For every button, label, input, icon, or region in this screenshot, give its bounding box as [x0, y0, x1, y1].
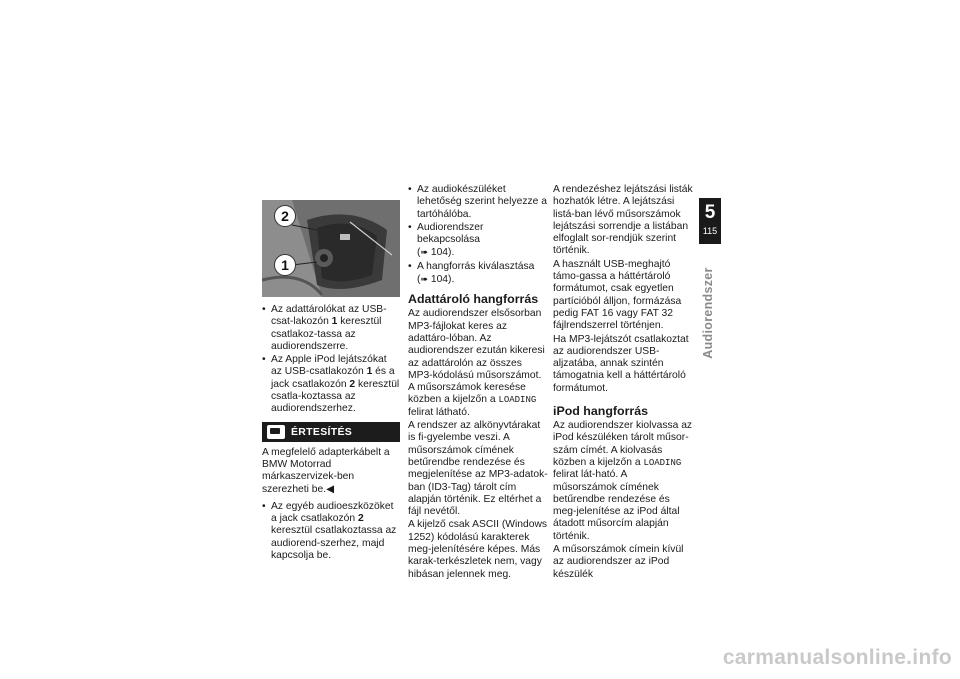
paragraph-text: Az audiorendszer kiolvassa az iPod készüléken tárolt műsor-szám címét. A kiolvasás közben a kijelzőn a: [553, 420, 693, 468]
notice-banner: [262, 422, 400, 442]
watermark: carmanualsonline.info: [722, 646, 952, 669]
callout-2: 2: [274, 205, 296, 227]
reference-number: 2: [358, 513, 364, 525]
list-text: Az adattárolókat az USB-csat-lakozón: [271, 304, 387, 328]
connector-photo: [262, 200, 400, 297]
display-text: LOADING: [498, 395, 537, 406]
paragraph: Ha MP3-lejátszót csatlakoztat az audiorendszer USB-aljzatába, annak szintén támogatnia kell a háttértároló formátumot.: [553, 333, 689, 394]
paragraph: A műsorszámok címein kívül az audiorendszer az iPod készülék: [553, 544, 684, 580]
notice-icon: [267, 425, 285, 439]
list-item: • Audiorendszer bekapcsolása (➠ 104).: [408, 222, 548, 260]
page-ref-arrow-icon: ➠: [420, 274, 428, 285]
section-heading: iPod hangforrás: [553, 404, 649, 419]
notice-title: ÉRTESÍTÉS: [291, 425, 353, 438]
paragraph: A rendezéshez lejátszási listák hozhatók létre. A lejátszási listá-ban lévő műsorszámok lejátszási sorrendje a listában elfoglalt sor-rendjük szerint történik.: [553, 184, 693, 257]
column-2: [408, 184, 548, 582]
chapter-tab: [699, 198, 721, 244]
reference-number: 1: [366, 366, 373, 378]
column-3: [553, 184, 693, 582]
callout-1: 1: [274, 254, 296, 276]
page-ref: 104).: [427, 274, 455, 286]
list-item: [408, 184, 548, 221]
paragraph-text: felirat lát-ható. A műsorszámok címének betűrendbe rendezése és meg-jelenítése az iPod által átadott műsorcím alapján történik.: [553, 469, 680, 542]
chapter-title: Audiorendszer: [701, 267, 715, 359]
paragraph-text: Az audiorendszer elsősorban MP3-fájlokat keres az adattáro-lóban. Az audiorendszer ezután kikeresi az adattárolón az összes MP3-kódolású műsorszámot. A műsorszámok keresése közben a kijelzőn a: [408, 308, 545, 406]
page-ref-arrow-icon: ➠: [420, 247, 428, 258]
list-text: keresztül csatlakoztassa az audiorend-szerhez, majd kapcsolja be.: [271, 525, 397, 562]
reference-number: 2: [349, 378, 356, 390]
notice-text: A megfelelő adapterkábelt a BMW Motorrad márkaszervizek-ben szerezheti be.◀: [262, 446, 390, 495]
section-heading: Adattároló hangforrás: [408, 292, 539, 307]
paragraph-text: felirat látható.: [408, 406, 470, 418]
list-text: A hangforrás kiválasztása: [417, 260, 535, 272]
paragraph: A kijelző csak ASCII (Windows 1252) kódolású karakterek meg-jelenítésére képes. Más karak-terkészletek nem, vagy hibásan jelennek meg.: [408, 519, 548, 580]
list-text: Az Apple iPod lejátszókat az USB-csatlakozón: [271, 354, 387, 378]
page-ref: 104).: [427, 247, 455, 259]
paragraph: A használt USB-meghajtó támo-gassa a háttértároló formátumot, csak egyetlen partícióból álljon, formázása pedig FAT 16 vagy FAT 32 fájlrendszerrel történjen.: [553, 258, 682, 332]
list-text: és a jack csatlakozón: [271, 366, 395, 390]
list-text: keresztül csatla-koztassa az audiorendszerhez.: [271, 378, 400, 415]
list-text: Audiorendszer bekapcsolása: [417, 221, 484, 246]
display-text: LOADING: [643, 457, 682, 468]
column-1: [262, 200, 400, 563]
bullet-list-steps: [408, 184, 548, 286]
paragraph: [553, 420, 693, 543]
list-item: • A hangforrás kiválasztása (➠ 104).: [408, 261, 548, 287]
list-text: Az egyéb audioeszközöket a jack csatlakozón: [271, 500, 394, 525]
list-text: keresztül csatlakoz-tassa az audiorendszerre.: [271, 316, 382, 352]
list-item: [262, 354, 400, 415]
list-text: Az audiokészüléket lehetőség szerint helyezze a tartóhálóba.: [417, 184, 547, 220]
chapter-number: 5: [704, 202, 716, 223]
bullet-list-connect: [262, 304, 400, 416]
reference-number: 1: [331, 316, 338, 328]
page-number: 115: [702, 226, 718, 236]
paragraph: A rendszer az alkönyvtárakat is fi-gyelembe veszi. A műsorszámok címének betűrendbe rendezése és megjelenítése az MP3-adatok-ban (ID3-Tag) tárolt cím alapján történik. Ez eltérhet a fájl nevétől.: [408, 420, 548, 518]
list-item: [262, 304, 400, 353]
paragraph: [408, 308, 548, 419]
bullet-list-other: [262, 501, 400, 562]
list-item: [262, 501, 400, 562]
